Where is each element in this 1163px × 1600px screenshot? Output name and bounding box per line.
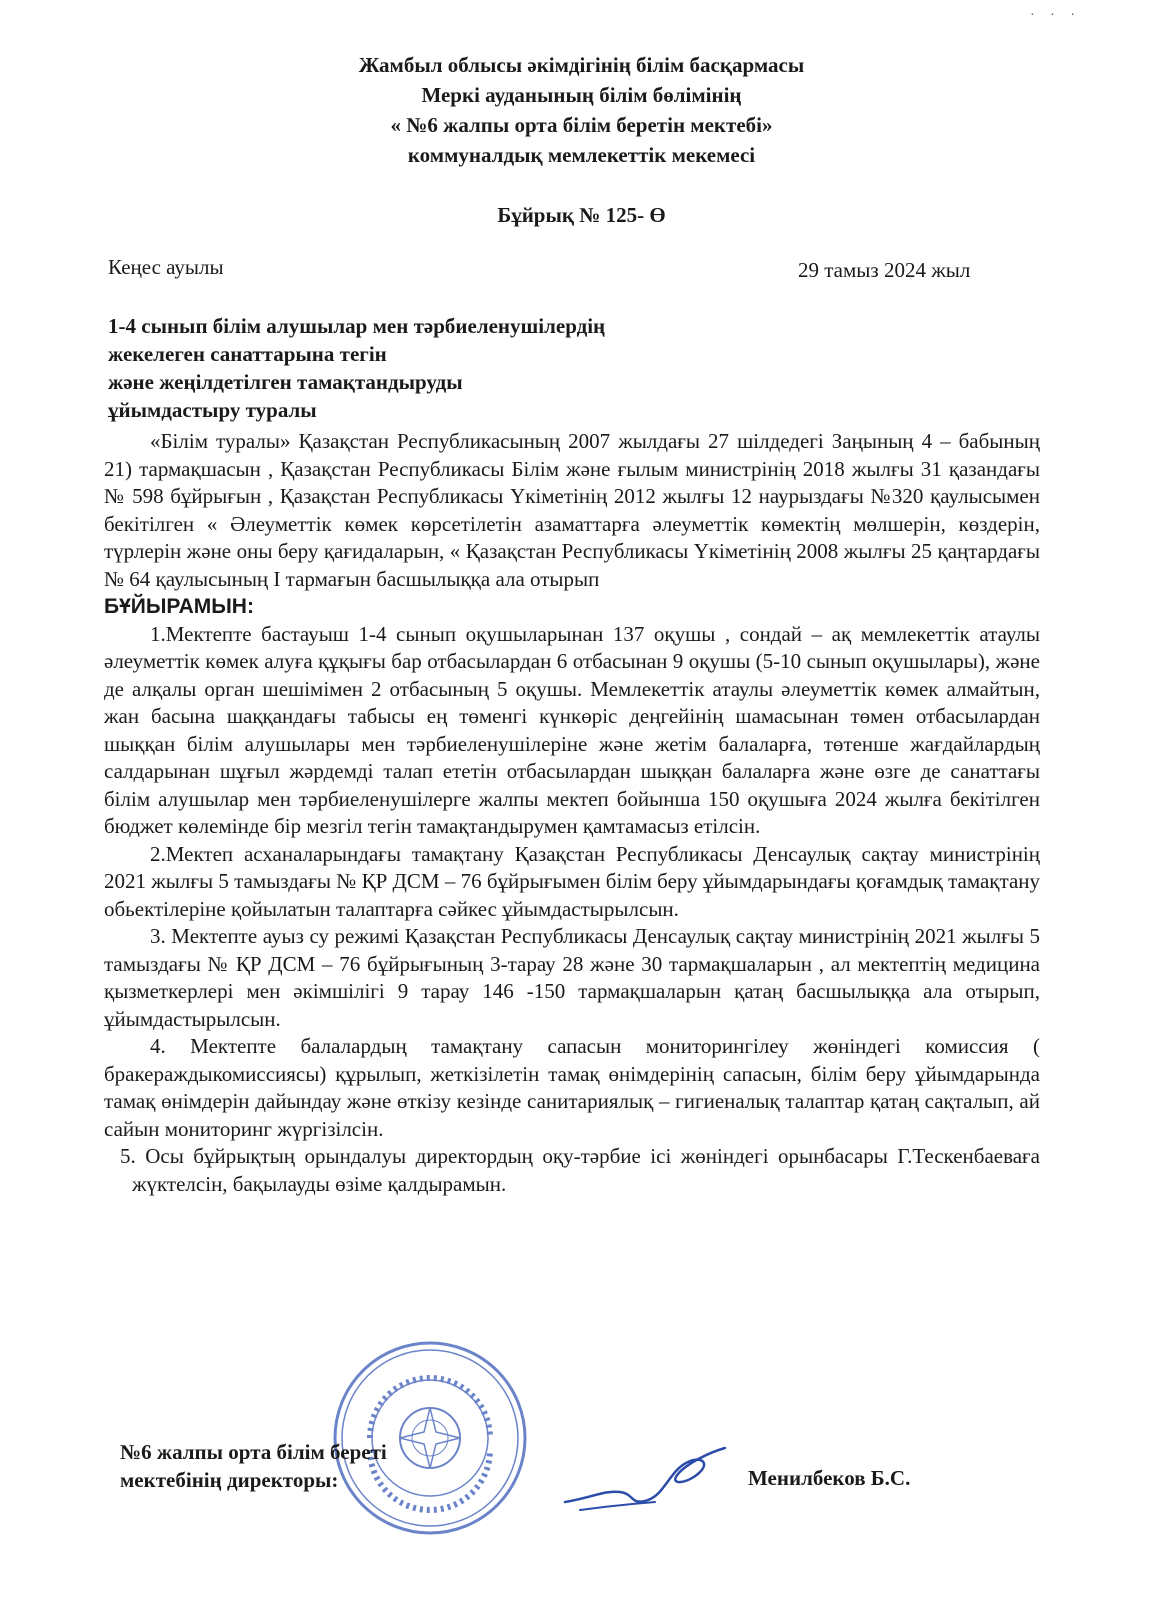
header-line-3: « №6 жалпы орта білім беретін мектебі» xyxy=(390,113,773,137)
header-line-2: Меркі ауданының білім бөлімінің xyxy=(421,83,742,107)
order-body xyxy=(104,428,1040,1198)
scan-artifact: · · · xyxy=(1030,8,1081,23)
order-item-1: 1.Мектепте бастауыш 1-4 сынып оқушыларынан 137 оқушы , сондай – ақ мемлекеттік атаулы әлеуметтік көмек алуға құқығы бар отбасылардан 6 отбасынан 9 оқушы (5-10 сынып оқушылары), және де алқалы орган шешімімен 2 отбасының 5 оқушы. Мемлекеттік атаулы әлеуметтік көмек алмайтын, жан басына шаққандағы табысы ең төменгі күнкөріс деңгейінің шамасынан төмен отбасылардан шыққан білім алушылары мен тәрбиеленушілеріне және жетім балаларға, төтенше жағдайлардың салдарынан шұғыл жәрдемді талап ететін отбасылардан шыққан балаларға және өзге де санаттағы білім алушылар мен тәрбиеленушілерге жалпы мектеп бойынша 150 оқушыға 2024 жылға бекітілген бюджет көлемінде бір мезгіл тегін тамақтандырумен қамтамасыз етілсін. xyxy=(104,621,1040,838)
header-line-1: Жамбыл облысы әкімдігінің білім басқармасы xyxy=(358,53,805,77)
handwritten-signature-icon xyxy=(560,1440,730,1530)
signatory-title xyxy=(120,1438,387,1494)
document-header xyxy=(0,50,1163,170)
subject-line-1: 1-4 сынып білім алушылар мен тәрбиеленушілердің xyxy=(108,314,606,338)
order-date: 29 тамыз 2024 жыл xyxy=(798,258,971,282)
header-line-4: коммуналдық мемлекеттік мекемесі xyxy=(407,143,756,167)
subject-line-3: және жеңілдетілген тамақтандыруды xyxy=(108,370,463,394)
signatory-title-line-1: №6 жалпы орта білім береті xyxy=(120,1440,387,1464)
subject-line-2: жекелеген санаттарына тегін xyxy=(108,342,387,366)
signatory-title-line-2: мектебінің директоры: xyxy=(120,1468,339,1492)
signatory-name: Менилбеков Б.С. xyxy=(748,1466,911,1490)
preamble-paragraph: «Білім туралы» Қазақстан Республикасының 2007 жылдағы 27 шілдедегі Заңының 4 – бабының 21) тармақшасын , Қазақстан Республикасы Білім және ғылым министрінің 2018 жылғы 31 қазандағы № 598 бұйрығын , Қазақстан Республикасы Үкіметінің 2012 жылғы 12 наурыздағы №320 қаулысымен бекітілген « Әлеуметтік көмек көрсетілетін азаматтарға әлеуметтік көмектің мөлшерін, көздерін, түрлерін және оны беру қағидаларын, « Қазақстан Республикасы Үкіметінің 2008 жылғы 25 қаңтардағы № 64 қаулысының І тармағын басшылыққа ала отырып xyxy=(104,429,1040,591)
order-item-4: 4. Мектепте балалардың тамақтану сапасын мониторингілеу жөніндегі комиссия ( бракераждыкомиссиясы) құрылып, жеткізілетін тамақ өнімдерінің сапасын, білім беру ұйымдарында тамақ өнімдерін дайындау және өткізу кезінде санитариялық – гигиеналық талаптар қатаң сақталып, ай сайын мониторинг жүргізілсін. xyxy=(104,1034,1040,1141)
decree-heading: БҰЙЫРАМЫН: xyxy=(104,595,254,618)
order-place: Кеңес ауылы xyxy=(108,255,224,279)
order-item-5: 5. Осы бұйрықтың орындалуы директордың оқу-тәрбие ісі жөніндегі орынбасары Г.Тескенбаеваға жүктелсін, бақылауды өзіме қалдырамын. xyxy=(120,1144,1040,1196)
order-item-3: 3. Мектепте ауыз су режимі Қазақстан Республикасы Денсаулық сақтау министрінің 2021 жылғы 5 тамыздағы № ҚР ДСМ – 76 бұйрығының 3-тарау 28 және 30 тармақшаларын , ал мектептің медицина қызметкерлері мен әкімшілігі 9 тарау 146 -150 тармақшаларын қатаң басшылыққа ала отырып, ұйымдастырылсын. xyxy=(104,924,1040,1031)
order-subject xyxy=(108,312,605,424)
order-title: Бұйрық № 125- Ө xyxy=(497,203,666,227)
order-item-2: 2.Мектеп асханаларындағы тамақтану Қазақстан Республикасы Денсаулық сақтау министрінің 2021 жылғы 5 тамыздағы № ҚР ДСМ – 76 бұйрығымен білім беру ұйымдарындағы қоғамдық тамақтану обьектілеріне қойылатын талаптарға сәйкес ұйымдастырылсын. xyxy=(104,841,1040,921)
subject-line-4: ұйымдастыру туралы xyxy=(108,398,317,422)
